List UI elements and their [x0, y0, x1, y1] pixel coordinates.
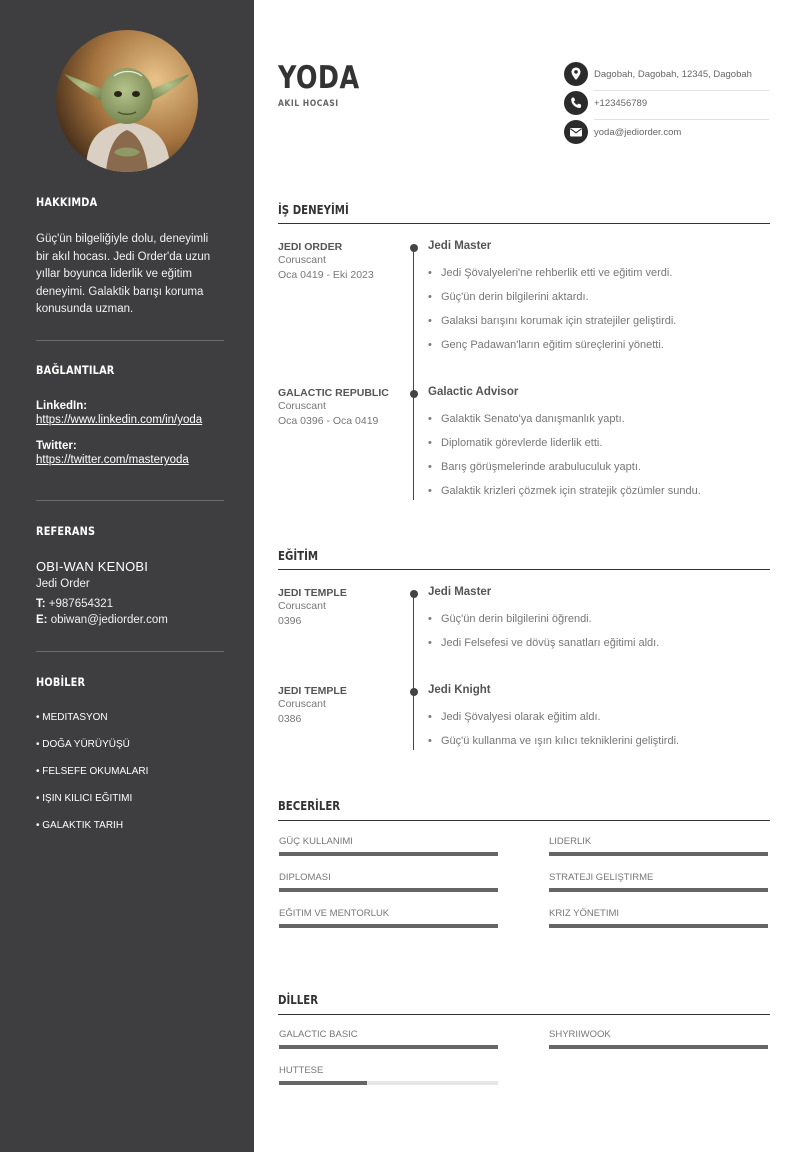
section-rule — [278, 820, 770, 821]
education-entry — [428, 586, 770, 655]
reference-org: Jedi Order — [36, 578, 90, 590]
entry-bullet: • Diplomatik görevlerde liderlik etti. — [428, 431, 770, 455]
entry-bullet: • Galaktik krizleri çözmek için stratejik çözümler sundu. — [428, 479, 770, 503]
org-dates: 0396 — [278, 615, 302, 627]
reference-phone-value: +987654321 — [48, 598, 114, 610]
language-fill — [279, 1045, 498, 1049]
timeline-dot — [410, 590, 418, 598]
entry-title: Jedi Master — [428, 586, 492, 598]
linkedin-link-block — [36, 400, 224, 426]
contact-address-text: Dagobah, Dagobah, 12345, Dagobah — [594, 69, 752, 80]
reference-email-label: E: — [36, 614, 48, 626]
org-dates: Oca 0419 - Eki 2023 — [278, 269, 374, 281]
skill-bar — [548, 836, 768, 856]
entry-bullet: • Genç Padawan'ların eğitim süreçlerini yönetti. — [428, 333, 770, 357]
skill-label: GÜÇ KULLANIMI — [279, 836, 353, 847]
reference-section — [36, 524, 224, 628]
skill-label: EĞITIM VE MENTORLUK — [279, 908, 390, 919]
org-name: GALACTIC REPUBLIC — [278, 387, 389, 399]
skill-bar — [278, 908, 498, 928]
skill-bar — [548, 908, 768, 928]
skill-fill — [279, 924, 498, 928]
hobby-item: • MEDITASYON — [36, 712, 108, 723]
entry-bullet: • Barış görüşmelerinde arabuluculuk yaptı. — [428, 455, 770, 479]
org-name: JEDI TEMPLE — [278, 685, 347, 697]
skill-label: LIDERLIK — [549, 836, 592, 847]
org-dates: Oca 0396 - Oca 0419 — [278, 415, 379, 427]
skill-fill — [279, 888, 498, 892]
language-fill — [549, 1045, 768, 1049]
org-location: Coruscant — [278, 600, 326, 612]
skill-track — [279, 852, 498, 856]
org-name: JEDI ORDER — [278, 241, 343, 253]
timeline-dot — [410, 390, 418, 398]
skill-fill — [549, 888, 768, 892]
linkedin-label: LinkedIn: — [36, 400, 88, 412]
education-org — [278, 685, 406, 727]
section-rule — [278, 569, 770, 570]
org-dates: 0386 — [278, 713, 302, 725]
org-name: JEDI TEMPLE — [278, 587, 347, 599]
contact-phone — [564, 91, 769, 120]
org-location: Coruscant — [278, 400, 326, 412]
sidebar-divider — [36, 500, 224, 501]
language-bar — [548, 1029, 768, 1049]
location-pin-icon — [564, 62, 588, 86]
language-label: GALACTIC BASIC — [279, 1029, 358, 1040]
reference-email — [36, 612, 224, 628]
hobby-item: • FELSEFE OKUMALARI — [36, 766, 149, 777]
skill-track — [549, 852, 768, 856]
experience-org — [278, 387, 406, 429]
avatar — [56, 30, 198, 172]
skill-fill — [279, 852, 498, 856]
entry-bullet: • Güç'ü kullanma ve ışın kılıcı tekniklerini geliştirdi. — [428, 729, 770, 753]
twitter-link[interactable]: https://twitter.com/masteryoda — [36, 454, 189, 466]
section-rule — [278, 223, 770, 224]
skill-label: DIPLOMASI — [279, 872, 331, 883]
phone-icon — [564, 91, 588, 115]
sidebar — [0, 0, 254, 1152]
education-heading: EĞİTİM — [278, 549, 319, 563]
sidebar-divider — [36, 340, 224, 341]
linkedin-link[interactable]: https://www.linkedin.com/in/yoda — [36, 414, 203, 426]
skill-bar — [278, 872, 498, 892]
contact-address — [564, 62, 769, 91]
org-location: Coruscant — [278, 698, 326, 710]
skill-fill — [549, 924, 768, 928]
entry-bullet: • Güç'ün derin bilgilerini öğrendi. — [428, 607, 770, 631]
language-bar — [278, 1029, 498, 1049]
section-rule — [278, 1014, 770, 1015]
hobby-item: • GALAKTIK TARIH — [36, 820, 124, 831]
experience-entry — [428, 386, 770, 503]
language-bar — [278, 1065, 498, 1085]
skills-heading: BECERİLER — [278, 799, 341, 813]
entry-bullets — [428, 261, 770, 357]
entry-bullet: • Galaktik Senato'ya danışmanlık yaptı. — [428, 407, 770, 431]
skill-track — [549, 888, 768, 892]
languages-heading: DİLLER — [278, 993, 319, 1007]
timeline-dot — [410, 244, 418, 252]
entry-bullet: • Güç'ün derin bilgilerini aktardı. — [428, 285, 770, 309]
hobbies-heading: HOBİLER — [36, 675, 86, 689]
yoda-portrait-image — [56, 30, 198, 172]
entry-title: Galactic Advisor — [428, 386, 519, 398]
hobby-item: • IŞIN KILICI EĞITIMI — [36, 793, 133, 804]
education-org — [278, 587, 406, 629]
links-heading: BAĞLANTILAR — [36, 363, 115, 377]
skill-bar — [278, 836, 498, 856]
reference-heading: REFERANS — [36, 524, 96, 538]
entry-bullet: • Galaksi barışını korumak için stratejiler geliştirdi. — [428, 309, 770, 333]
skill-label: STRATEJI GELIŞTIRME — [549, 872, 654, 883]
education-entry — [428, 684, 770, 753]
mail-icon — [564, 120, 588, 144]
reference-phone — [36, 596, 224, 612]
skill-track — [549, 924, 768, 928]
contact-email — [564, 120, 769, 149]
language-fill — [279, 1081, 367, 1085]
entry-bullet: • Jedi Şövalyesi olarak eğitim aldı. — [428, 705, 770, 729]
org-location: Coruscant — [278, 254, 326, 266]
entry-title: Jedi Master — [428, 240, 492, 252]
sidebar-divider — [36, 651, 224, 652]
about-section — [36, 195, 224, 319]
reference-email-value: obiwan@jediorder.com — [50, 614, 168, 626]
contact-email-text[interactable]: yoda@jediorder.com — [594, 127, 682, 138]
experience-entry — [428, 240, 770, 357]
twitter-label: Twitter: — [36, 440, 77, 452]
skill-fill — [549, 852, 768, 856]
language-track — [279, 1081, 498, 1085]
contact-phone-text: +123456789 — [594, 98, 648, 109]
experience-heading: İŞ DENEYİMİ — [278, 203, 349, 217]
entry-bullet: • Jedi Şövalyeleri'ne rehberlik etti ve eğitim verdi. — [428, 261, 770, 285]
language-label: SHYRIIWOOK — [549, 1029, 611, 1040]
profile-name: YODA — [278, 60, 360, 96]
language-track — [549, 1045, 768, 1049]
skill-label: KRIZ YÖNETIMI — [549, 908, 620, 919]
twitter-link-block — [36, 440, 224, 466]
entry-title: Jedi Knight — [428, 684, 491, 696]
reference-phone-label: T: — [36, 598, 46, 610]
timeline-line — [413, 592, 414, 750]
experience-org — [278, 241, 406, 283]
skill-track — [279, 924, 498, 928]
timeline-line — [413, 246, 414, 500]
hobbies-section — [36, 675, 224, 845]
entry-bullets — [428, 607, 770, 655]
reference-name: OBI-WAN KENOBI — [36, 559, 149, 574]
entry-bullets — [428, 407, 770, 503]
profile-role: AKIL HOCASI — [278, 99, 339, 109]
skill-bar — [548, 872, 768, 892]
about-heading: HAKKIMDA — [36, 195, 98, 209]
timeline-dot — [410, 688, 418, 696]
language-track — [279, 1045, 498, 1049]
hobby-item: • DOĞA YÜRÜYÜŞÜ — [36, 739, 130, 750]
skill-track — [279, 888, 498, 892]
language-label: HUTTESE — [279, 1065, 324, 1076]
entry-bullets — [428, 705, 770, 753]
links-section — [36, 363, 224, 466]
entry-bullet: • Jedi Felsefesi ve dövüş sanatları eğitimi aldı. — [428, 631, 770, 655]
about-text: Güç'ün bilgeliğiyle dolu, deneyimli bir akıl hocası. Jedi Order'da uzun yıllar boyunca liderlik ve eğitim deneyimi. Galaktik barışı koruma konusunda uzman. — [36, 233, 211, 315]
